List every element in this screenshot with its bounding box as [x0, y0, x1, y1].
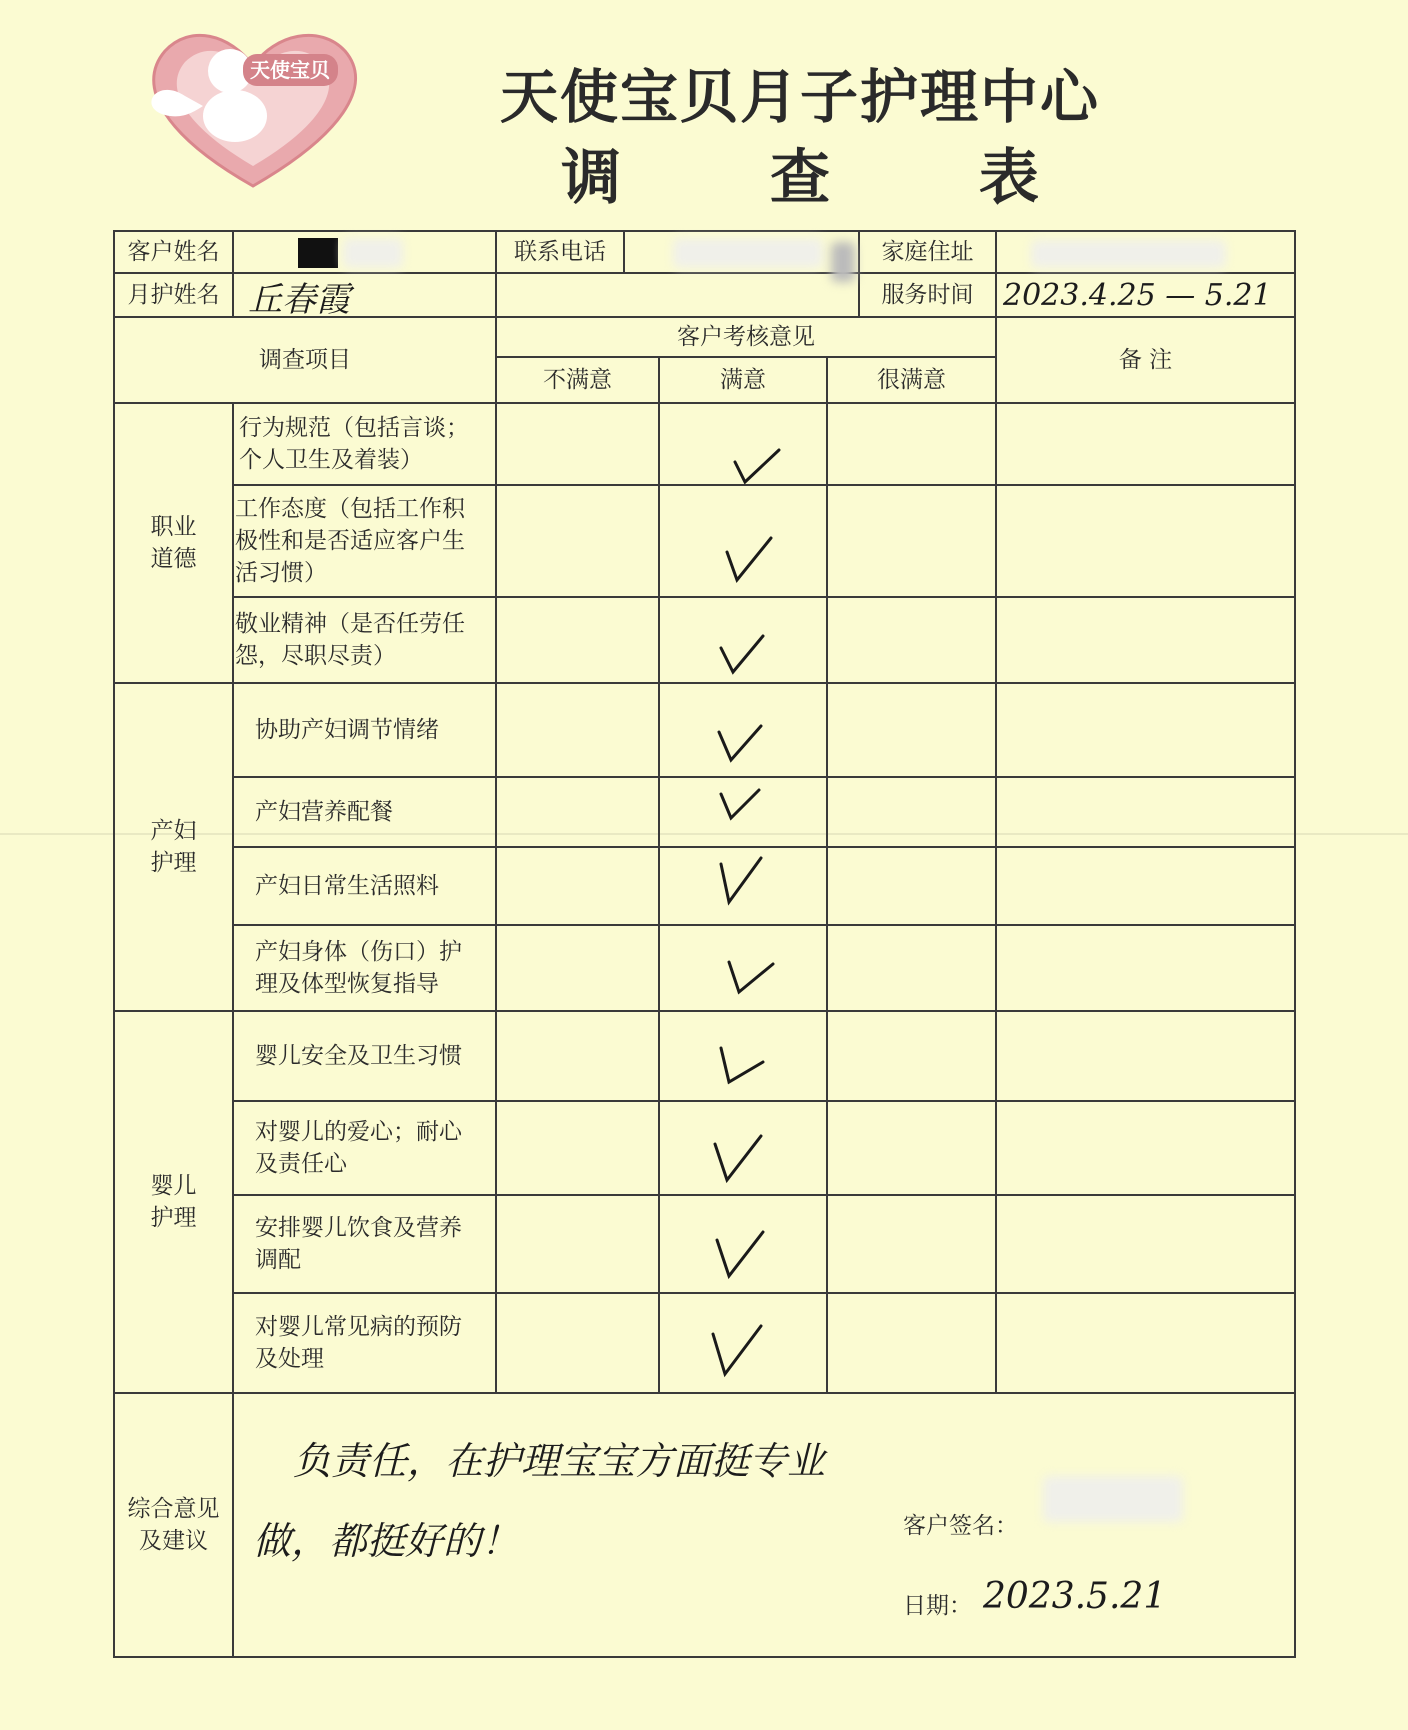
checkmark-icon	[727, 956, 777, 996]
customer-name-label: 客户姓名	[127, 239, 220, 265]
category-baby-care: 婴儿 护理	[150, 1173, 197, 1231]
checkmark-icon	[719, 634, 769, 676]
item-dedication: 敬业精神（是否任劳任 怨，尽职尽责）	[235, 611, 465, 669]
summary-label: 综合意见 及建议	[127, 1496, 220, 1554]
item-baby-love: 对婴儿的爱心；耐心 及责任心	[255, 1119, 462, 1177]
comment-line-1: 负责任，在护理宝宝方面挺专业	[293, 1439, 826, 1483]
checkmark-icon	[715, 1230, 767, 1282]
item-baby-illness: 对婴儿常见病的预防 及处理	[255, 1314, 462, 1372]
opinion-header: 客户考核意见	[677, 324, 815, 350]
date-label: 日期：	[903, 1593, 972, 1619]
checkmark-icon	[719, 856, 765, 906]
blurred-address	[1031, 240, 1226, 268]
phone-label: 联系电话	[514, 239, 606, 265]
form-title: 调 查 表	[561, 143, 1103, 213]
category-mother-care: 产妇 护理	[150, 818, 197, 876]
logo	[125, 16, 380, 196]
redacted-phone-end	[831, 242, 855, 282]
comment-line-2: 做，都挺好的！	[253, 1519, 520, 1563]
redacted-name-block	[298, 238, 338, 268]
item-daily-care: 产妇日常生活照料	[255, 873, 439, 899]
items-header: 调查项目	[259, 347, 351, 373]
blurred-phone	[673, 238, 823, 268]
date-value: 2023.5.21	[983, 1576, 1167, 1617]
checkmark-icon	[713, 1134, 765, 1186]
item-baby-safety: 婴儿安全及卫生习惯	[255, 1043, 462, 1069]
nanny-name-value: 丘春霞	[248, 280, 350, 320]
category-ethics: 职业 道德	[150, 514, 197, 572]
item-baby-diet: 安排婴儿饮食及营养 调配	[255, 1215, 462, 1273]
logo-text: 天使宝贝	[250, 58, 330, 82]
col-unsatisfied: 不满意	[543, 367, 612, 393]
item-nutrition: 产妇营养配餐	[255, 799, 393, 825]
item-attitude: 工作态度（包括工作积 极性和是否适应客户生 活习惯）	[235, 496, 465, 586]
checkmark-icon	[717, 724, 767, 764]
signature-label: 客户签名：	[903, 1513, 1018, 1539]
address-label: 家庭住址	[881, 239, 974, 265]
checkmark-icon	[711, 1324, 765, 1380]
checkmark-icon	[733, 448, 783, 488]
remarks-header: 备 注	[1118, 347, 1173, 373]
nanny-name-label: 月护姓名	[127, 282, 220, 308]
item-behavior: 行为规范（包括言谈； 个人卫生及着装）	[239, 415, 469, 473]
col-very-satisfied: 很满意	[877, 367, 946, 393]
survey-form	[113, 230, 1296, 1657]
checkmark-icon	[725, 536, 775, 586]
blurred-name	[343, 238, 403, 268]
checkmark-icon	[719, 788, 763, 822]
col-satisfied: 满意	[720, 367, 766, 393]
org-name: 天使宝贝月子护理中心	[499, 63, 1100, 131]
blurred-signature	[1043, 1476, 1183, 1522]
item-recovery: 产妇身体（伤口）护 理及体型恢复指导	[255, 939, 462, 997]
item-emotion: 协助产妇调节情绪	[255, 717, 439, 743]
checkmark-icon	[719, 1044, 767, 1086]
service-time-value: 2023.4.25 — 5.21	[1003, 278, 1272, 313]
service-time-label: 服务时间	[881, 282, 974, 308]
